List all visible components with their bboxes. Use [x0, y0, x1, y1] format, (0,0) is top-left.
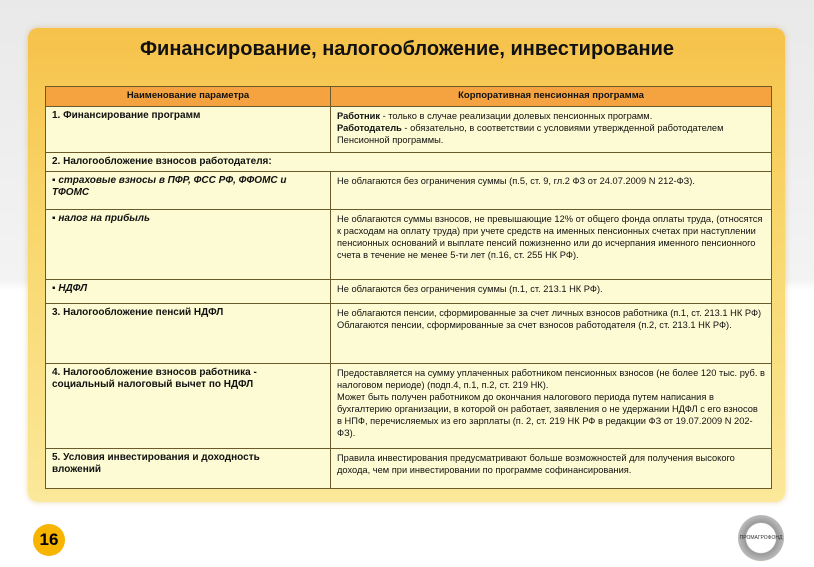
- page-number: 16: [33, 524, 65, 556]
- label-employer: Работодатель: [337, 123, 402, 133]
- value-line: Может быть получен работником до окончания налогового периода путем написания в бухгалтерию организации, в которой он работает, заявления о не удержании НДФЛ с его взносов в НПФ, перечисляемых из его зарплаты (п. 2, ст. 219 НК РФ в редакции ФЗ от 19.07.2009 N 202-ФЗ).: [337, 392, 758, 438]
- param-cell: 3. Налогообложение пенсий НДФЛ: [46, 304, 331, 364]
- pension-table: [45, 86, 772, 489]
- label-employee: Работник: [337, 111, 380, 121]
- table-row: [46, 364, 772, 449]
- header-program: Корпоративная пенсионная программа: [331, 87, 772, 107]
- param-cell: ▪ страховые взносы в ПФР, ФСС РФ, ФФОМС и ТФОМС: [46, 172, 331, 210]
- header-parameter: Наименование параметра: [46, 87, 331, 107]
- slide-title: Финансирование, налогообложение, инвестирование: [139, 38, 675, 60]
- value-line: Не облагаются пенсии, сформированные за счет личных взносов работника (п.1, ст. 213.1 НК РФ): [337, 308, 762, 318]
- section-row: [46, 153, 772, 172]
- table-row: [46, 107, 772, 153]
- param-cell: 5. Условия инвестирования и доходность вложений: [46, 449, 331, 489]
- value-cell: Не облагаются суммы взносов, не превышающие 12% от общего фонда оплаты труда, (относятся к расходам на оплату труда) при учете средств на именных пенсионных счетах при наступлении пенсионных оснований и выплате пенсий пожизненно или до исчерпания именного пенсионного счета в течение не менее 5-ти лет (п.16, ст. 255 НК РФ).: [331, 210, 772, 280]
- param-cell: 1. Финансирование программ: [46, 107, 331, 153]
- value-cell: Правила инвестирования предусматривают больше возможностей для получения высокого дохода, чем при инвестировании по программе софинансирования.: [331, 449, 772, 489]
- table-row: [46, 304, 772, 364]
- text-employee: - только в случае реализации долевых пенсионных программ.: [379, 111, 653, 121]
- param-cell: 4. Налогообложение взносов работника - социальный налоговый вычет по НДФЛ: [46, 364, 331, 449]
- value-line: Предоставляется на сумму уплаченных работником пенсионных взносов (не более 120 тыс. руб. в налоговом периоде) (подп.4, п.1, п.2, ст. 219 НК).: [337, 368, 765, 390]
- value-cell: [331, 107, 772, 153]
- value-cell: Не облагаются без ограничения суммы (п.5, ст. 9, гл.2 ФЗ от 24.07.2009 N 212-ФЗ).: [331, 172, 772, 210]
- table-row: [46, 449, 772, 489]
- value-cell: [331, 364, 772, 449]
- company-logo: ПРОМАГРОФОНД: [738, 515, 784, 561]
- param-cell: ▪ налог на прибыль: [46, 210, 331, 280]
- table-header: [46, 87, 772, 107]
- text-employer: - обязательно, в соответствии с условиями утвержденной работодателем Пенсионной программы.: [337, 123, 724, 145]
- value-cell: Не облагаются без ограничения суммы (п.1, ст. 213.1 НК РФ).: [331, 280, 772, 304]
- value-line: Облагаются пенсии, сформированные за счет взносов работодателя (п.2, ст. 213.1 НК РФ).: [337, 320, 732, 330]
- table-row: [46, 172, 772, 210]
- section-cell: 2. Налогообложение взносов работодателя:: [46, 153, 772, 172]
- value-cell: [331, 304, 772, 364]
- table-row: [46, 280, 772, 304]
- table-row: [46, 210, 772, 280]
- param-cell: ▪ НДФЛ: [46, 280, 331, 304]
